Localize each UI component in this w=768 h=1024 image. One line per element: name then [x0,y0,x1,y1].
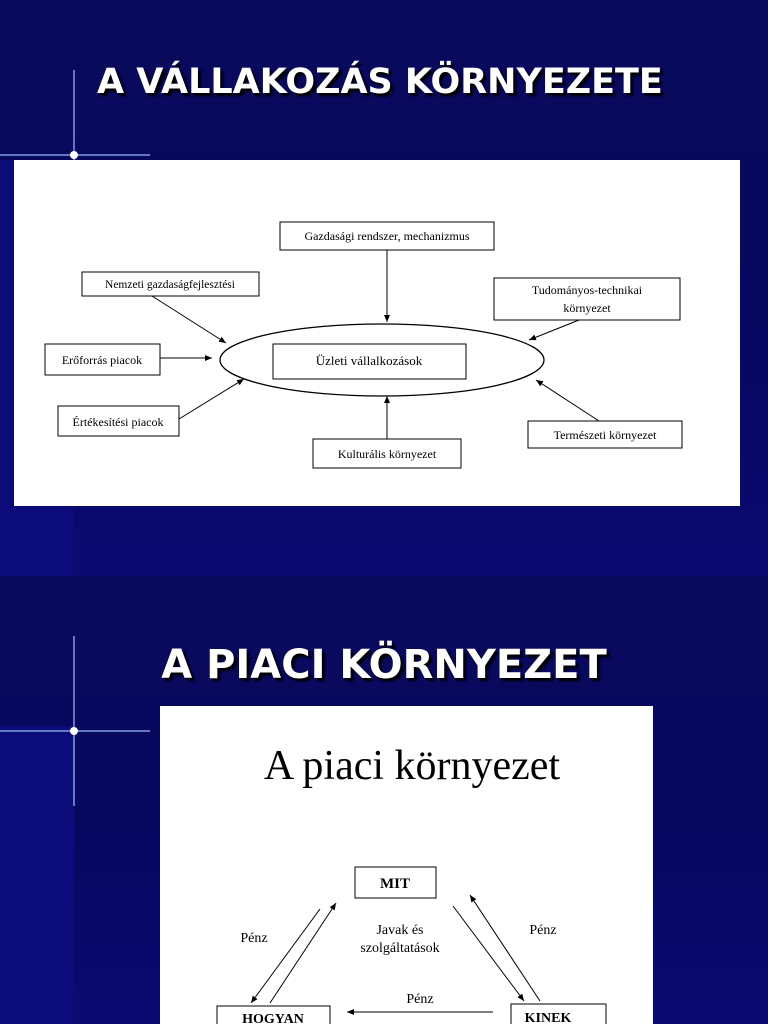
box-top-label: Gazdasági rendszer, mechanizmus [304,229,470,243]
market-diagram [160,706,653,1024]
node-mit-label: MIT [380,876,410,892]
market-diagram-panel [160,706,653,1024]
slide-title: A PIACI KÖRNYEZET [161,642,607,688]
label-right-money: Pénz [529,923,557,938]
arrow-left-down [251,909,320,1003]
box-bottom-left-label: Értékesítési piacok [72,415,164,429]
label-left-money: Pénz [240,931,268,946]
box-bottom-label: Kulturális környezet [337,447,437,461]
environment-diagram [14,160,740,506]
box-top-left-label: Nemzeti gazdaságfejlesztési [105,279,235,291]
environment-diagram-panel [14,160,740,506]
center-label-2: szolgáltatások [360,941,440,956]
center-label-1: Javak és [376,923,424,938]
arrow-right-down [453,906,524,1001]
arrow-top-right [529,320,579,340]
center-label: Üzleti vállalkozások [315,353,423,368]
arrow-bottom-left [179,379,244,419]
slide-2 [0,576,768,1024]
diagram-heading: A piaci környezet [263,743,561,789]
arrow-bottom-right [536,380,599,421]
box-left-label: Erőforrás piacok [61,353,143,367]
box-top-right-label-2: környezet [563,301,611,315]
box-bottom-right-label: Természeti környezet [553,428,657,442]
slide-title: A VÁLLAKOZÁS KÖRNYEZETE [97,62,663,102]
label-bottom-money: Pénz [406,992,434,1007]
node-kinek-label: KINEK [524,1011,572,1024]
arrow-left-up [270,903,336,1003]
arrow-top-left [152,296,226,343]
arrow-right-up [470,895,540,1001]
box-top-right-label-1: Tudományos-technikai [531,283,643,297]
node-hogyan-label: HOGYAN [242,1012,304,1024]
